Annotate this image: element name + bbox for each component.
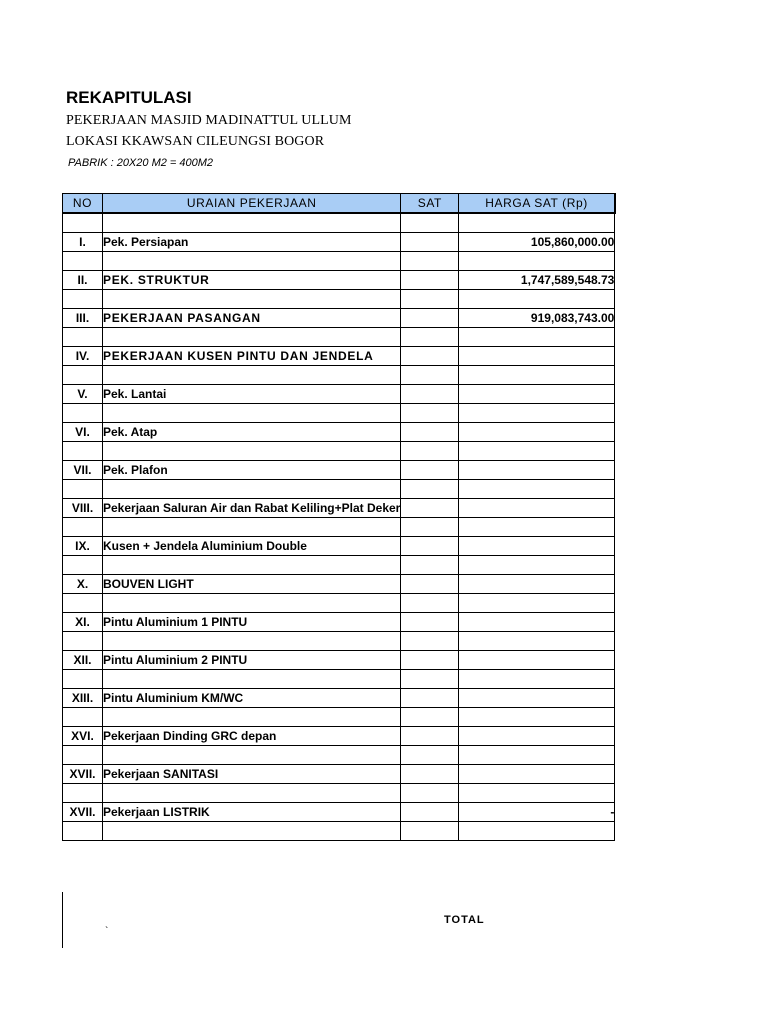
row-price [459,423,615,442]
empty-cell [63,556,103,575]
empty-cell [63,632,103,651]
row-description: Pekerjaan Saluran Air dan Rabat Keliling+Plat Deker [103,499,401,518]
empty-cell [459,670,615,689]
empty-cell [103,670,401,689]
table-row [63,765,615,784]
empty-cell [103,632,401,651]
row-number: IV. [63,347,103,366]
empty-cell [103,442,401,461]
empty-cell [401,252,459,271]
spacer-row [63,290,615,309]
empty-cell [103,213,401,233]
row-price: 1,747,589,548.73 [459,271,615,290]
empty-cell [63,594,103,613]
column-header-description: URAIAN PEKERJAAN [103,194,401,214]
row-unit [401,271,459,290]
row-price: 105,860,000.00 [459,233,615,252]
row-description: Pintu Aluminium KM/WC [103,689,401,708]
row-number: XVI. [63,727,103,746]
spacer-row [63,328,615,347]
empty-cell [401,556,459,575]
row-unit [401,233,459,252]
empty-cell [63,442,103,461]
empty-cell [401,670,459,689]
empty-cell [459,746,615,765]
spacer-row [63,213,615,233]
empty-cell [63,480,103,499]
empty-cell [459,404,615,423]
row-number: II. [63,271,103,290]
table-row [63,385,615,404]
row-description: Pekerjaan SANITASI [103,765,401,784]
spacer-row [63,404,615,423]
empty-cell [401,708,459,727]
empty-cell [401,518,459,537]
empty-cell [401,366,459,385]
empty-cell [401,442,459,461]
row-description: Pek. Persiapan [103,233,401,252]
row-unit [401,727,459,746]
row-number: XIII. [63,689,103,708]
table-row [63,423,615,442]
spacer-row [63,556,615,575]
table-row [63,271,615,290]
row-number: XI. [63,613,103,632]
row-description: Pek. Atap [103,423,401,442]
column-header-unit: SAT [401,194,459,214]
spacer-row [63,518,615,537]
empty-cell [459,366,615,385]
empty-cell [63,518,103,537]
empty-cell [63,213,103,233]
empty-cell [103,290,401,309]
row-number: VI. [63,423,103,442]
empty-cell [401,328,459,347]
row-number: X. [63,575,103,594]
table-row [63,309,615,328]
empty-cell [401,290,459,309]
spacer-row [63,442,615,461]
empty-cell [459,213,615,233]
empty-cell [103,784,401,803]
empty-cell [63,746,103,765]
empty-cell [459,252,615,271]
empty-cell [459,822,615,841]
empty-cell [459,518,615,537]
row-unit [401,575,459,594]
row-price [459,765,615,784]
stray-mark: ` [105,926,109,937]
empty-cell [63,404,103,423]
column-header-price: HARGA SAT (Rp) [459,194,615,214]
row-description: Pek. Plafon [103,461,401,480]
spacer-row [63,252,615,271]
column-header-no: NO [63,194,103,214]
row-description: PEKERJAAN KUSEN PINTU DAN JENDELA [103,347,401,366]
row-price [459,727,615,746]
spacer-row [63,784,615,803]
table-row [63,233,615,252]
row-price [459,499,615,518]
row-number: I. [63,233,103,252]
empty-cell [103,480,401,499]
empty-cell [401,594,459,613]
row-description: Pintu Aluminium 1 PINTU [103,613,401,632]
empty-cell [63,366,103,385]
row-unit [401,613,459,632]
empty-cell [459,594,615,613]
row-price: 919,083,743.00 [459,309,615,328]
row-unit [401,385,459,404]
row-description: PEK. STRUKTUR [103,271,401,290]
spacer-row [63,822,615,841]
recap-table [62,193,616,841]
empty-cell [401,784,459,803]
row-description: BOUVEN LIGHT [103,575,401,594]
row-number: VIII. [63,499,103,518]
total-label: TOTAL [444,914,485,926]
empty-cell [459,556,615,575]
empty-cell [401,746,459,765]
spacer-row [63,366,615,385]
empty-cell [459,442,615,461]
empty-cell [103,594,401,613]
empty-cell [459,290,615,309]
spacer-row [63,708,615,727]
project-name: PEKERJAAN MASJID MADINATTUL ULLUM [66,113,352,128]
row-number: XII. [63,651,103,670]
table-row [63,347,615,366]
empty-cell [103,746,401,765]
empty-cell [63,784,103,803]
empty-cell [401,213,459,233]
empty-cell [103,556,401,575]
table-row [63,727,615,746]
project-location: LOKASI KKAWSAN CILEUNGSI BOGOR [66,134,325,149]
empty-cell [63,328,103,347]
row-number: XVII. [63,803,103,822]
row-price [459,537,615,556]
empty-cell [103,822,401,841]
document-title: REKAPITULASI [66,88,192,107]
row-number: III. [63,309,103,328]
row-unit [401,651,459,670]
row-unit [401,347,459,366]
empty-cell [103,404,401,423]
empty-cell [401,822,459,841]
row-description: Kusen + Jendela Aluminium Double [103,537,401,556]
row-price [459,461,615,480]
row-description: Pintu Aluminium 2 PINTU [103,651,401,670]
empty-cell [63,708,103,727]
row-unit [401,803,459,822]
row-price [459,689,615,708]
row-unit [401,423,459,442]
row-unit [401,309,459,328]
row-description: PEKERJAAN PASANGAN [103,309,401,328]
table-row [63,575,615,594]
empty-cell [459,708,615,727]
row-unit [401,765,459,784]
row-unit [401,689,459,708]
table-header-row [63,194,615,214]
table-row [63,499,615,518]
empty-cell [63,822,103,841]
row-price [459,575,615,594]
row-number: V. [63,385,103,404]
row-description: Pek. Lantai [103,385,401,404]
row-price [459,385,615,404]
spacer-row [63,746,615,765]
row-number: VII. [63,461,103,480]
empty-cell [459,480,615,499]
empty-cell [401,632,459,651]
spacer-row [63,632,615,651]
row-number: XVII. [63,765,103,784]
empty-cell [401,404,459,423]
row-unit [401,537,459,556]
row-price: - [459,803,615,822]
empty-cell [459,328,615,347]
empty-cell [103,252,401,271]
table-row [63,651,615,670]
row-number: IX. [63,537,103,556]
table-row [63,461,615,480]
spacer-row [63,594,615,613]
empty-cell [63,252,103,271]
empty-cell [401,480,459,499]
spacer-row [63,480,615,499]
row-unit [401,499,459,518]
row-description: Pekerjaan LISTRIK [103,803,401,822]
project-size: PABRIK : 20X20 M2 = 400M2 [68,157,214,169]
empty-cell [103,328,401,347]
table-row [63,613,615,632]
empty-cell [63,290,103,309]
empty-cell [103,518,401,537]
row-price [459,613,615,632]
empty-cell [459,784,615,803]
table-row [63,537,615,556]
row-price [459,651,615,670]
row-price [459,347,615,366]
row-unit [401,461,459,480]
empty-cell [103,708,401,727]
footer-border-line [62,892,63,948]
spacer-row [63,670,615,689]
empty-cell [459,632,615,651]
table-row [63,689,615,708]
empty-cell [103,366,401,385]
empty-cell [63,670,103,689]
table-row [63,803,615,822]
row-description: Pekerjaan Dinding GRC depan [103,727,401,746]
